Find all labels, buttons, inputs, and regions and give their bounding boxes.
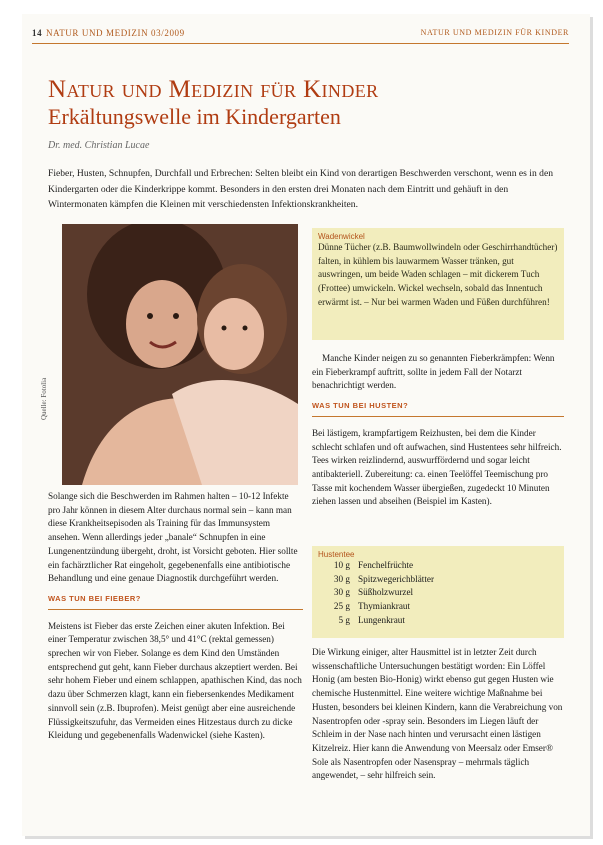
page-number: 14 [32, 28, 43, 38]
article-intro: Fieber, Husten, Schnupfen, Durchfall und Erbrechen: Selten bleibt ein Kind von derartigen Beschwerden verschont, wenn es in den Kindergarten oder die Kinderkrippe kommt. Besonders in den ersten drei Monaten nach dem Eintritt und gehäuft in den Wintermonaten kämpfen die Kleinen mit verschiedensten Infektionskrankheiten. [48, 168, 554, 210]
header-rule [32, 43, 569, 44]
right-paragraph-1: Manche Kinder neigen zu so genannten Fieberkrämpfen: Wenn ein Fieberkrampf auftritt, sollte in jedem Fall der Notarzt benachrichtigt werden. [312, 353, 555, 391]
header-magazine-title: NATUR UND MEDIZIN 03/2009 [46, 28, 185, 38]
tea-amount: 10 g [333, 560, 350, 570]
right-paragraph-3: Die Wirkung einiger, alter Hausmittel ist in letzter Zeit durch wissenschaftliche Untersuchungen bestätigt worden: Ein Löffel Honig (am besten Bio-Honig) wirkt ebenso gut gegen Husten wie chemische Hustenmittel. Eine weitere wichtige Maßnahme bei Husten, besonders bei kleinen Kindern, kann die Verabreichung von Nasentropfen oder -spray sein. Besonders im Liegen läuft der Schleim in der Nase nach hinten und verursacht einen lästigen Kitzelreiz. Hier kann die Anwendung von Meersalz oder Emser® Sole als Nasentropfen oder Nasenspray – mehrmals täglich angewendet, – sehr hilfreich sein. [312, 647, 563, 781]
tea-row [318, 559, 558, 573]
tea-amount: 30 g [333, 587, 350, 598]
fever-heading: WAS TUN BEI FIEBER? [48, 592, 303, 610]
tea-amount: 25 g [333, 601, 350, 612]
cough-heading: WAS TUN BEI HUSTEN? [312, 399, 564, 417]
tea-row [318, 586, 558, 600]
tea-ingredient: Spitzwegerichblätter [358, 573, 435, 584]
hustentee-box [312, 546, 564, 638]
tea-row [318, 600, 558, 614]
tea-amount: 5 g [338, 614, 350, 625]
article-kicker: Natur und Medizin für Kinder [48, 76, 379, 103]
mother-child-photo [62, 224, 298, 485]
tea-amount: 30 g [333, 573, 350, 584]
wadenwickel-heading: Wadenwickel [318, 232, 365, 241]
article-title: Erkältungswelle im Kindergarten [48, 104, 341, 129]
right-paragraph-2: Bei lästigem, krampfartigem Reizhusten, bei dem die Kinder schlecht schlafen und oft aufwachen, sind Hustentees sehr hilfreich. Tees wirken reizlindernd, auswurffördernd und sogar leicht antibakteriell. Zubereitung: ca. einen Teelöffel Teemischung pro Tasse mit kochendem Wasser übergießen, zugedeckt 10 Minuten ziehen lassen und abseihen (Beispiel im Kasten). [312, 427, 562, 507]
left-paragraph-2: Meistens ist Fieber das erste Zeichen einer akuten Infektion. Bei einer Temperatur zwischen 38,5° und 41°C (rektal gemessen) sprechen wir von Fieber. Solange es dem Kind den Umständen entsprechend gut geht, kann Fieber durchaus akzeptiert werden. Bei sehr hohem Fieber und einem schlappen, apathischen Kind, das noch dazu über Schmerzen klagt, kann ein fiebersenkendes Medikament sinnvoll sein (z.B. Ibuprofen). Meist genügt aber eine ausreichende Flüssigkeitszufuhr, das Vermeiden eines Hitzestaus durch zu dicke Kleidung und gegebenenfalls Wadenwickel (siehe Kasten). [48, 620, 302, 741]
tea-row [318, 614, 558, 628]
article-author: Dr. med. Christian Lucae [48, 140, 150, 151]
right-column [312, 352, 564, 509]
running-header [32, 24, 569, 44]
tea-ingredient: Lungenkraut [358, 614, 405, 625]
tea-row [318, 573, 558, 587]
wadenwickel-box [312, 228, 564, 340]
wadenwickel-text: Dünne Tücher (z.B. Baumwollwindeln oder Geschirrhandtücher) falten, in kühlem bis lauwarmem Wasser tränken, gut auswringen, um beide Waden schlagen – mit dickerem Tuch (Frottee) umwickeln. Wickel wechseln, sobald das Innentuch erwärmt ist. – Nur bei warmen Waden und Füßen durchführen! [318, 242, 558, 307]
tea-ingredient: Fenchelfrüchte [358, 560, 414, 570]
header-section-title: NATUR UND MEDIZIN FÜR KINDER [420, 28, 569, 37]
tea-ingredient: Thymiankraut [358, 601, 411, 612]
hustentee-heading: Hustentee [318, 550, 355, 559]
tea-ingredient: Süßholzwurzel [358, 587, 414, 598]
photo-credit: Quelle: Fotolia [40, 377, 48, 420]
left-paragraph-1: Solange sich die Beschwerden im Rahmen halten – 10-12 Infekte pro Jahr können in diesem Alter durchaus normal sein – kann man diese Krankheitsepisoden als Training für das Immunsystem ansehen. Wenn allerdings jeder „banale“ Schnupfen in eine Lungenentzündung übergeht, droht, ist Vorsicht geboten. Hier sollte ein fachärztlicher Rat eingeholt, gegebenenfalls eine antibiotische Behandlung und eine genaue Diagnostik durchgeführt werden. [48, 491, 298, 584]
left-column [48, 490, 303, 743]
